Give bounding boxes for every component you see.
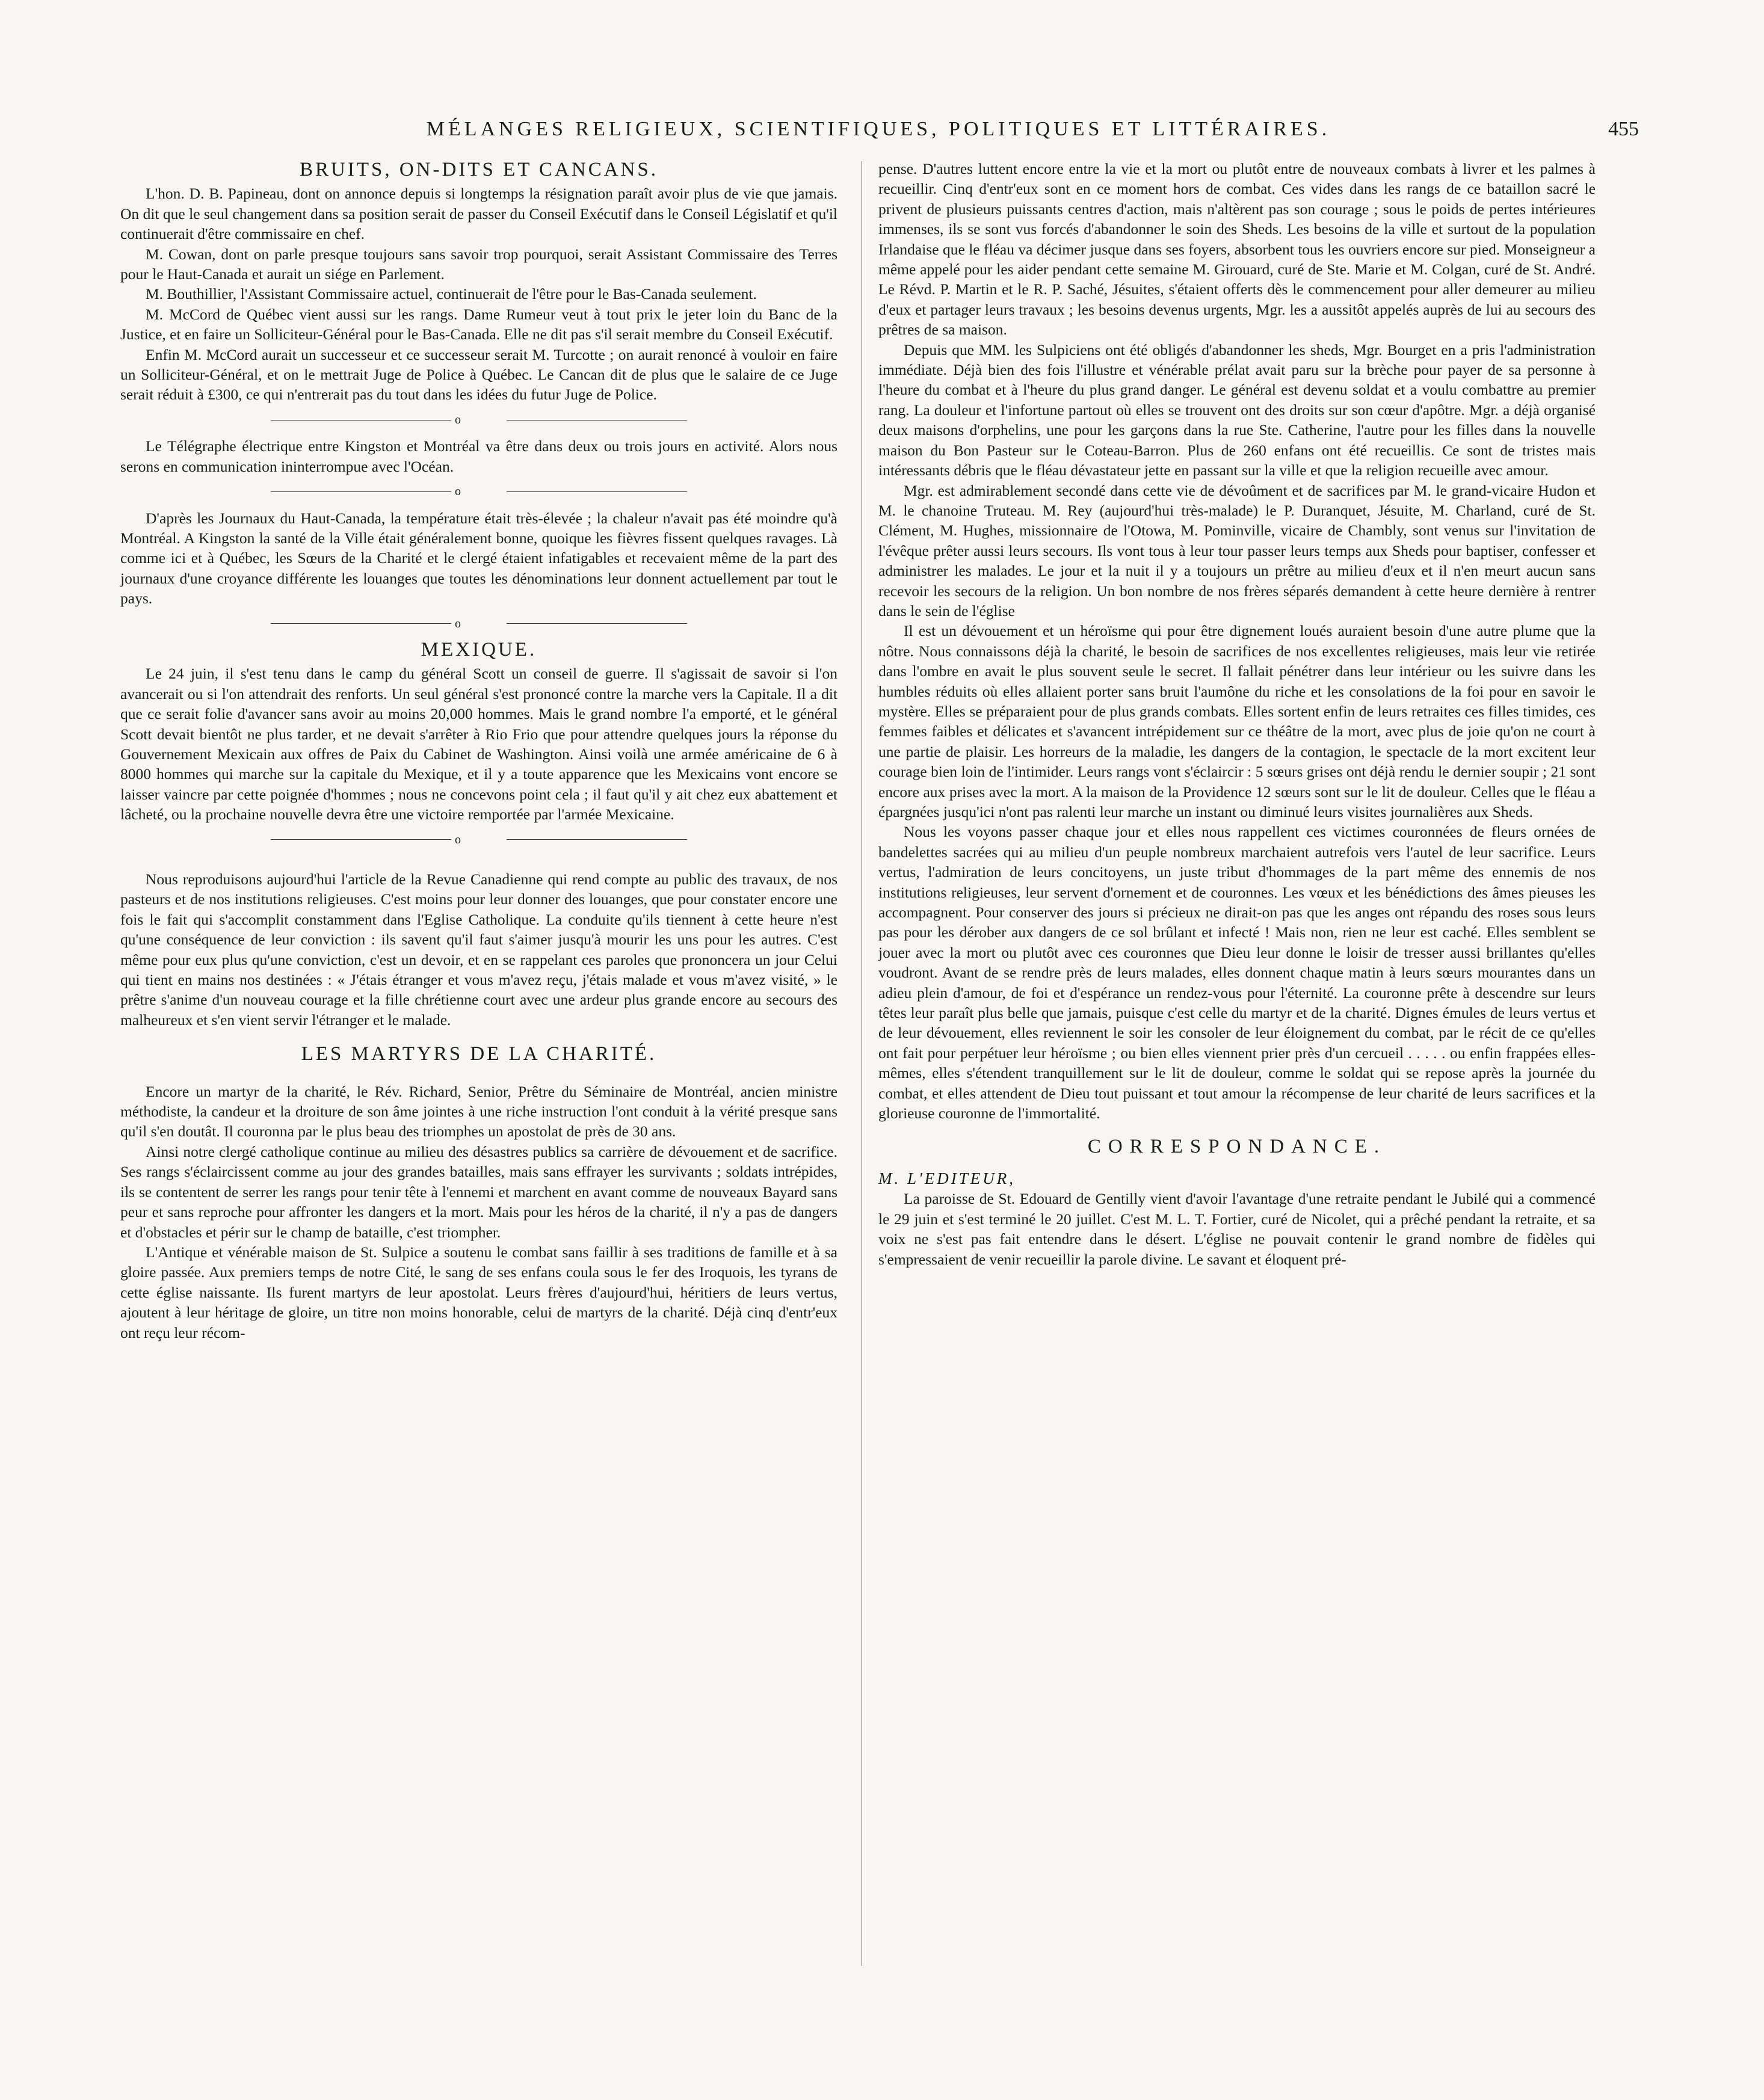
article-paragraph: Nous reproduisons aujourd'hui l'article de la Revue Canadienne qui rend compte au public des travaux, de nos pasteurs et de nos institutions religieuses. C'est moins pour leur donner des louanges, que pour constater encore une fois le fait qui s'accomplit constamment dans l'Eglise Catholique. La conduite qu'ils tiennent à cette heure n'est qu'une conséquence de leur conviction : ils savent qu'il faut s'aimer jusqu'à mourir les uns pour les autres. C'est même pour eux plus qu'une conviction, c'est un devoir, et en se rappelant ces paroles que prononcera un jour Celui qui tient en mains nos destinées : « J'étais étranger et vous m'avez reçu, j'étais malade et vous m'avez visité, » le prêtre s'anime d'un nouveau courage et la fille chrétienne court avec une ardeur plus grande encore au secours des malheureux et s'en vient servir l'étranger et le malade. (120, 870, 837, 1029)
article-paragraph: M. Bouthillier, l'Assistant Commissaire actuel, continuerait de l'être pour le Bas-Canada seulement. (146, 285, 757, 303)
article-paragraph: L'hon. D. B. Papineau, dont on annonce depuis si longtemps la résignation paraît avoir plus de vie que jamais. On dit que le seul changement dans sa position serait de passer du Conseil Exécutif dans le Conseil Législatif et qu'il continuerait d'être commissaire en chef. (120, 185, 837, 243)
page-number: 455 (1608, 118, 1639, 140)
section-separator: o (120, 408, 837, 430)
section-title-martyrs: LES MARTYRS DE LA CHARITÉ. (301, 1043, 657, 1065)
article-paragraph: Le Télégraphe électrique entre Kingston et Montréal va être dans deux ou trois jours en activité. Alors nous serons en communication ininterrompue avec l'Océan. (120, 437, 837, 475)
article-paragraph: Il est un dévouement et un héroïsme qui pour être dignement loués auraient besoin d'une autre plume que la nôtre. Nous connaissons déjà la charité, le besoin de sacrifices de nos excellentes religieuses, mais leur vie retirée dans l'ombre en avait le plus souvent seule le secret. Il fallait pénétrer dans leur intérieur ou les suivre dans les humbles réduits où elles allaient porter sans bruit l'aumône du riche et les consolations de la foi pour en savoir le mystère. Elles se préparaient pour de plus grands combats. Elles sortent enfin de leurs retraites ces filles timides, ces femmes faibles et délicates et s'avancent intrépidement sur ce théâtre de la mort, avec plus de joie qu'on ne court à une partie de plaisir. Les horreurs de la maladie, les dangers de la contagion, le spectacle de la mort excitent leur courage bien loin de l'intimider. Leurs rangs vont s'éclaircir : 5 sœurs grises ont déjà rendu le dernier soupir ; 21 sont encore aux prises avec la mort. A la maison de la Providence 12 sœurs sont sur le lit de douleur. Celles que le fléau a épargnées jusqu'ici n'ont pas ralenti leur marche un instant ou diminué leurs visites journalières aux Sheds. (878, 622, 1596, 821)
article-paragraph: Ainsi notre clergé catholique continue au milieu des désastres publics sa carrière de dévouement et de sacrifice. Ses rangs s'éclaircissent comme au jour des grandes batailles, mais sans effrayer les survivants ; soldats intrépides, ils se contentent de serrer les rangs pour tenir tête à l'ennemi et marchent en avant comme de nouveaux Bayard sans peur et sans reproche pour affronter les dangers et la mort. Mais pour les héros de la charité, il n'y a pas de dangers et d'obstacles et périr sur le champ de bataille, c'est triompher. (120, 1142, 837, 1241)
article-paragraph: Nous les voyons passer chaque jour et elles nous rappellent ces victimes couronnées de fleurs ornées de bandelettes sacrées qui au milieu d'un peuple nombreux marchaient autrefois vers l'autel de leur sacrifice. Leurs vertus, l'admiration de leurs concitoyens, un juste tribut d'hommages de la part même des ennemis de nos institutions religieuses, leur servent d'ornement et de couronnes. Les vœux et les bénédictions des âmes pieuses les accompagnent. Pour conserver des jours si précieux ne dirait-on pas que les anges ont répandu des roses sous leurs pas pour les dérober aux dangers de ce sol brûlant et infecté ! Mais non, rien ne leur est caché. Elles semblent se jouer avec la mort ou plutôt avec ces couronnes que Dieu leur donne le loisir de tresser aussi brillantes qu'elles voudront. Avant de se rendre près de leurs malades, elles donnent chaque matin à leurs sœurs mourantes dans un adieu plein d'amour, de foi et d'espérance un rendez-vous pour l'éternité. La couronne prête à descendre sur leurs têtes leur paraît plus belle que jamais, puisque c'est celle du martyr et de la charité. Dignes émules de leurs vertus et de leur dévouement, elles reviennent le soir les consoler de leur éloignement du combat, par le récit de ce qu'elles ont fait pour perpétuer leur héroïsme ; ou bien elles viennent prier près d'un cercueil . . . . . ou enfin frappées elles-mêmes, elles s'étendent tranquillement sur le lit de douleur, comme le soldat qui se repose après la journée du combat, et elles attendent de Dieu tout puissant et tout amour la récompense de leur charité de leurs sacrifices et la glorieuse couronne de l'immortalité. (878, 823, 1596, 1122)
article-paragraph: Depuis que MM. les Sulpiciens ont été obligés d'abandonner les sheds, Mgr. Bourget en a pris l'administration immédiate. Déjà bien des fois l'illustre et vénérable prélat avait paru sur la brèche pour payer de sa personne à l'heure du combat et à l'heure du plus grand danger. Le général est devenu soldat et a voulu combattre au premier rang. La douleur et l'infortune partout où elles se trouvent ont des droits sur son cœur d'apôtre. Mgr. a déjà organisé deux maisons d'orphelins, une pour les garçons dans la rue Ste. Catherine, l'autre pour les filles dans la nouvelle maison du Bon Pasteur sur le Coteau-Barron. Plus de 260 enfans ont été recueillis. Ce sont de tristes mais intéressants débris que le fléau dévastateur jette en passant sur la ville et que la religion recueille avec amour. (878, 340, 1596, 479)
letter-salutation: M. L'EDITEUR, (878, 1169, 1016, 1187)
section-title-mexique: MEXIQUE. (421, 638, 537, 660)
section-separator: o (120, 828, 837, 850)
section-separator: o (120, 612, 837, 634)
section-title-bruits: BRUITS, ON-DITS ET CANCANS. (299, 159, 658, 180)
running-title: MÉLANGES RELIGIEUX, SCIENTIFIQUES, POLITIQUES ET LITTÉRAIRES. (426, 118, 1331, 140)
article-paragraph: L'Antique et vénérable maison de St. Sulpice a soutenu le combat sans faillir à ses traditions de famille et à sa gloire passée. Aux premiers temps de notre Cité, le sang de ses enfans coula sous le fer des Iroquois, les tyrans de cette église naissante. Ils furent martyrs de leur apostolat. Leurs frères d'aujourd'hui, héritiers de leurs vertus, ajoutent à leur héritage de gloire, un titre non moins honorable, celui de martyrs de la charité. Déjà cinq d'entr'eux ont reçu leur récom- (120, 1243, 837, 1341)
article-paragraph: Le 24 juin, il s'est tenu dans le camp du général Scott un conseil de guerre. Il s'agissait de savoir si l'on avancerait ou si l'on attendrait des renforts. Un seul général s'est prononcé contre la marche vers la Capitale. Il a dit que ce serait folie d'avancer sans avoir au moins 20,000 hommes. Mais le grand nombre l'a emporté, et le général Scott devait bientôt ne plus tarder, et ne devait s'arrêter à Rio Frio que pour attendre quelques jours la réponse du Gouvernement Mexicain aux offres de Paix du Cabinet de Washington. Ainsi voilà une armée américaine de 6 à 8000 hommes qui marche sur la capitale du Mexique, et il y a toute apparence que les Mexicains vont encore se laisser vaincre par cette poignée d'hommes ; nous ne concevons point cela ; il faut qu'il y ait chez eux abattement et lâcheté, ou la prochaine nouvelle devra être une victoire remportée par l'armée Mexicaine. (120, 665, 837, 824)
section-title-correspondance: CORRESPONDANCE. (1087, 1135, 1387, 1157)
right-column (878, 159, 1596, 1269)
article-paragraph: D'après les Journaux du Haut-Canada, la température était très-élevée ; la chaleur n'avait pas été moindre qu'à Montréal. A Kingston la santé de la Ville était généralement bonne, quoique les fièvres fissent quelques ravages. Là comme ici et à Québec, les Sœurs de la Charité et le clergé étaient infatigables et recevaient même de la part des journaux d'une croyance différente les louanges que toutes les dénominations leur donnent actuellement par tout le pays. (120, 509, 837, 608)
left-column (120, 159, 837, 1343)
article-paragraph: Mgr. est admirablement secondé dans cette vie de dévoûment et de sacrifices par M. le grand-vicaire Hudon et M. le chanoine Truteau. M. Rey (aujourd'hui très-malade) le P. Duranquet, Jésuite, M. Charland, curé de St. Clément, M. Hughes, missionnaire de l'Otowa, M. Pominville, vicaire de Chambly, sont venus sur l'invitation de l'évêque prêter aussi leurs secours. Ils vont tous à leur tour passer leurs temps aux Sheds pour baptiser, confesser et administrer les malades. Le jour et la nuit il y a toujours un prêtre au milieu d'eux et il n'en meurt aucun sans recevoir les secours de la religion. Un bon nombre de nos frères séparés demandent à cette heure dernière à rentrer dans le sein de l'église (878, 481, 1596, 620)
article-paragraph: La paroisse de St. Edouard de Gentilly vient d'avoir l'avantage d'une retraite pendant le Jubilé qui a commencé le 29 juin et s'est terminé le 20 juillet. C'est M. L. T. Fortier, curé de Nicolet, qui a prêché pendant la retraite, et sa voix ne s'est pas fait entendre dans le désert. L'église ne pouvait contenir le grand nombre de fidèles qui s'empressaient de venir recueillir la parole divine. Le savant et éloquent pré- (878, 1190, 1596, 1268)
article-paragraph: pense. D'autres luttent encore entre la vie et la mort ou plutôt entre de nouveaux combats à livrer et les palmes à recueillir. Cinq d'entr'eux sont en ce moment hors de combat. Ces vides dans les rangs de ce bataillon sacré le privent de plusieurs puissants centres d'action, mais n'altèrent pas son courage ; sous le poids de pertes intérieures immenses, ils se sont vus forcés d'abandonner le soin des Sheds. Les besoins de la ville et surtout de la population Irlandaise que le fléau va décimer jusque dans ses foyers, absorbent tous les ouvriers encore sur pied. Monseigneur a même appelé pour les aider pendant cette semaine M. Girouard, curé de Ste. Marie et M. Colgan, curé de St. André. Le Révd. P. Martin et le R. P. Saché, Jésuites, s'étaient offerts dès le commencement pour aller demeurer au milieu d'eux et partager leurs travaux ; les besoins devenus urgents, Mgr. les a aussitôt appelés auprès de lui au secours des prêtres de sa maison. (878, 160, 1596, 339)
article-paragraph: M. Cowan, dont on parle presque toujours sans savoir trop pourquoi, serait Assistant Commissaire des Terres pour le Haut-Canada et aurait un siége en Parlement. (120, 245, 837, 283)
section-separator: o (120, 480, 837, 502)
article-paragraph: M. McCord de Québec vient aussi sur les rangs. Dame Rumeur veut à tout prix le jeter loin du Banc de la Justice, et en faire un Solliciteur-Général pour le Bas-Canada. Elle ne dit pas s'il serait membre du Conseil Exécutif. (120, 305, 837, 343)
article-paragraph: Encore un martyr de la charité, le Rév. Richard, Senior, Prêtre du Séminaire de Montréal, ancien ministre méthodiste, la candeur et la droiture de son âme jointes à une riche instruction l'ont conduit à la vérité presque sans qu'il s'en doutât. Il couronna par le plus beau des triomphes un apostolat de près de 30 ans. (120, 1082, 837, 1141)
article-paragraph: Enfin M. McCord aurait un successeur et ce successeur serait M. Turcotte ; on aurait renoncé à vouloir en faire un Solliciteur-Général, et on le mettrait Juge de Police à Québec. Le Cancan dit de plus que le salaire de ce Juge serait réduit à £300, ce qui n'entrerait pas du tout dans les idées du futur Juge de Police. (120, 345, 837, 404)
